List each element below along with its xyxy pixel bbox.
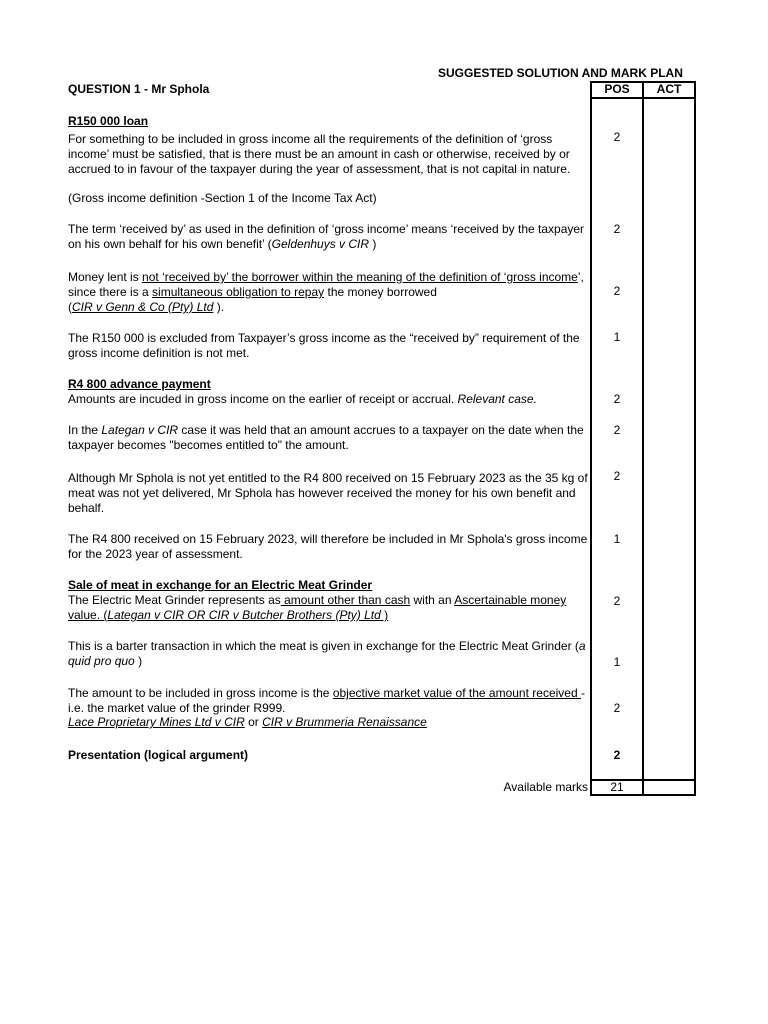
- paragraph: Amounts are incuded in gross income on the earlier of receipt or accrual. Relevant case.: [68, 392, 537, 406]
- pos-mark: 2: [613, 423, 621, 437]
- pos-mark: 1: [613, 655, 621, 669]
- case-reference: Lategan v CIR OR CIR v Butcher Brothers (Pty) Ltd: [107, 608, 381, 622]
- paragraph: (Gross income definition -Section 1 of the Income Tax Act): [68, 191, 377, 205]
- available-marks-total: 21: [610, 780, 624, 794]
- question-title: QUESTION 1 - Mr Sphola: [68, 82, 210, 96]
- paragraph: In the Lategan v CIR case it was held that an amount accrues to a taxpayer on the date when the taxpayer becomes "becomes entitled to" the amount.: [68, 423, 584, 452]
- pos-mark: 2: [613, 130, 621, 144]
- pos-mark: 2: [613, 748, 621, 762]
- case-reference: CIR v Brummeria Renaissance: [262, 715, 427, 729]
- table-right-border: [694, 81, 696, 795]
- available-marks-label: Available marks: [503, 780, 588, 794]
- pos-mark: 1: [613, 532, 621, 546]
- paragraph: For something to be included in gross income all the requirements of the definition of ‘gross income’ must be satisfied, that is there must be an amount in cash or otherwise, received by or accrued to in favour of the taxpayer during the year of assessment, that is not capital in nature.: [68, 132, 571, 176]
- case-reference: Geldenhuys v CIR: [271, 237, 370, 251]
- paragraph: Although Mr Sphola is not yet entitled to the R4 800 received on 15 February 2023 as the 35 kg of meat was not yet delivered, Mr Sphola has however received the money for his own benefit and behalf.: [68, 471, 588, 515]
- paragraph: The R4 800 received on 15 February 2023, will therefore be included in Mr Sphola's gross income for the 2023 year of assessment.: [68, 532, 588, 561]
- case-reference: Lategan v CIR: [101, 423, 179, 437]
- paragraph: (CIR v Genn & Co (Pty) Ltd ).: [68, 300, 225, 314]
- section-heading-barter: Sale of meat in exchange for an Electric Meat Grinder: [68, 578, 373, 592]
- pos-mark: 2: [613, 469, 621, 483]
- pos-mark: 2: [613, 392, 621, 406]
- pos-mark: 2: [613, 222, 621, 236]
- table-left-border: [590, 81, 592, 795]
- paragraph: This is a barter transaction in which the meat is given in exchange for the Electric Meat Grinder (a quid pro quo ): [68, 639, 586, 668]
- presentation-label: Presentation (logical argument): [68, 748, 249, 762]
- pos-mark: 2: [613, 594, 621, 608]
- document-title: SUGGESTED SOLUTION AND MARK PLAN: [438, 66, 683, 80]
- act-column-header: ACT: [656, 82, 682, 96]
- case-reference: Lace Proprietary Mines Ltd v CIR: [68, 715, 245, 729]
- paragraph: The term ‘received by’ as used in the definition of ‘gross income’ means ‘received by the taxpayer on his own behalf for his own benefit’ (Geldenhuys v CIR ): [68, 222, 585, 251]
- paragraph: The Electric Meat Grinder represents as amount other than cash with an Ascertainable money value. (Lategan v CIR OR CIR v Butcher Brothers (Pty) Ltd ): [68, 593, 567, 622]
- paragraph: The R150 000 is excluded from Taxpayer’s gross income as the “received by” requirement of the gross income definition is not met.: [68, 331, 580, 360]
- pos-mark: 2: [613, 701, 621, 715]
- act-marks-total[interactable]: [644, 780, 694, 794]
- paragraph: Lace Proprietary Mines Ltd v CIR or CIR v Brummeria Renaissance: [68, 715, 427, 729]
- section-heading-advance: R4 800 advance payment: [68, 377, 211, 391]
- pos-mark: 2: [613, 284, 621, 298]
- pos-mark: 1: [613, 330, 621, 344]
- case-reference: CIR v Genn & Co (Pty) Ltd: [72, 300, 214, 314]
- table-middle-border: [642, 81, 644, 795]
- pos-column-header: POS: [604, 82, 630, 96]
- section-heading-loan: R150 000 loan: [68, 114, 149, 128]
- paragraph: The amount to be included in gross income is the objective market value of the amount received - i.e. the market value of the grinder R999.: [68, 686, 585, 715]
- paragraph: Money lent is not ‘received by’ the borrower within the meaning of the definition of ‘gross income’, since there is a simultaneous obligation to repay the money borrowed: [68, 270, 584, 299]
